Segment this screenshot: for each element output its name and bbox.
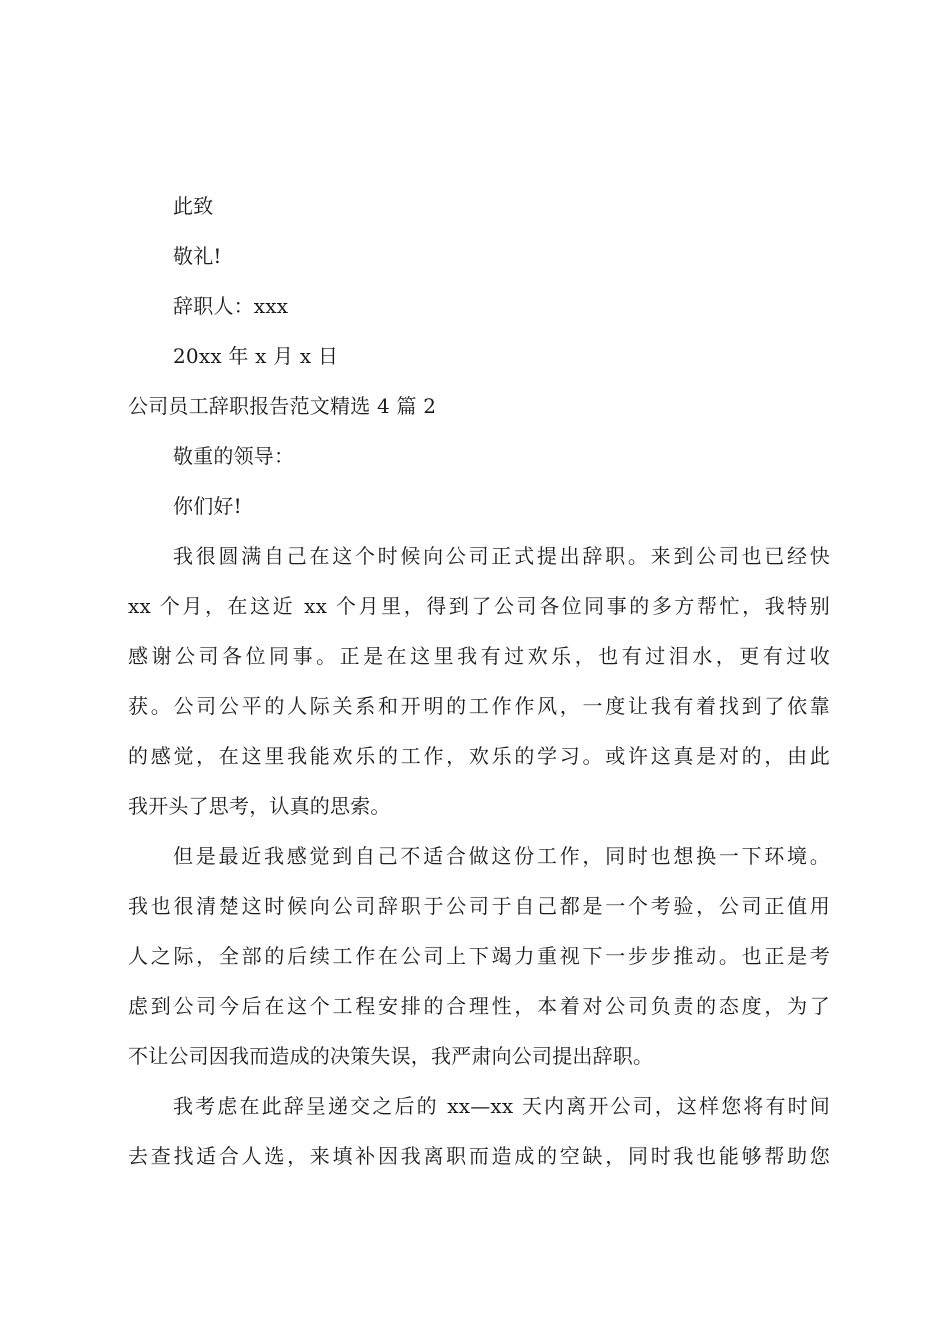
section-title: 公司员工辞职报告范文精选 4 篇 2 [128,394,437,418]
closing-respect: 敬礼! [173,244,222,268]
paragraph-line: 但是最近我感觉到自己不适合做这份工作，同时也想换一下环境。 [173,844,830,868]
paragraph-line: 我也很清楚这时候向公司辞职于公司于自己都是一个考验，公司正值用 [128,894,830,918]
closing-salutation: 此致 [173,194,214,218]
paragraph-line: 人之际，全部的后续工作在公司上下竭力重视下一步步推动。也正是考 [128,944,830,968]
paragraph-line: 的感觉，在这里我能欢乐的工作，欢乐的学习。或许这真是对的，由此 [128,744,830,768]
letter-greeting: 你们好! [173,494,242,518]
paragraph-line: 我很圆满自己在这个时候向公司正式提出辞职。来到公司也已经快 [173,544,830,568]
paragraph-line: 虑到公司今后在这个工程安排的合理性，本着对公司负责的态度，为了 [128,994,830,1018]
letter-addressee: 敬重的领导： [173,444,295,468]
paragraph-line: 我考虑在此辞呈递交之后的 xx—xx 天内离开公司，这样您将有时间 [173,1094,830,1118]
paragraph-line: xx 个月，在这近 xx 个月里，得到了公司各位同事的多方帮忙，我特别 [128,594,830,618]
paragraph-line: 我开头了思考，认真的思索。 [128,794,391,818]
closing-date: 20xx 年 x 月 x 日 [173,344,339,368]
paragraph-line: 感谢公司各位同事。正是在这里我有过欢乐，也有过泪水，更有过收 [128,644,830,668]
paragraph-line: 获。公司公平的人际关系和开明的工作作风，一度让我有着找到了依靠 [128,694,830,718]
paragraph-line: 不让公司因我而造成的决策失误，我严肃向公司提出辞职。 [128,1044,654,1068]
paragraph-line: 去查找适合人选，来填补因我离职而造成的空缺，同时我也能够帮助您 [128,1144,830,1168]
closing-signer: 辞职人：xxx [173,294,289,318]
